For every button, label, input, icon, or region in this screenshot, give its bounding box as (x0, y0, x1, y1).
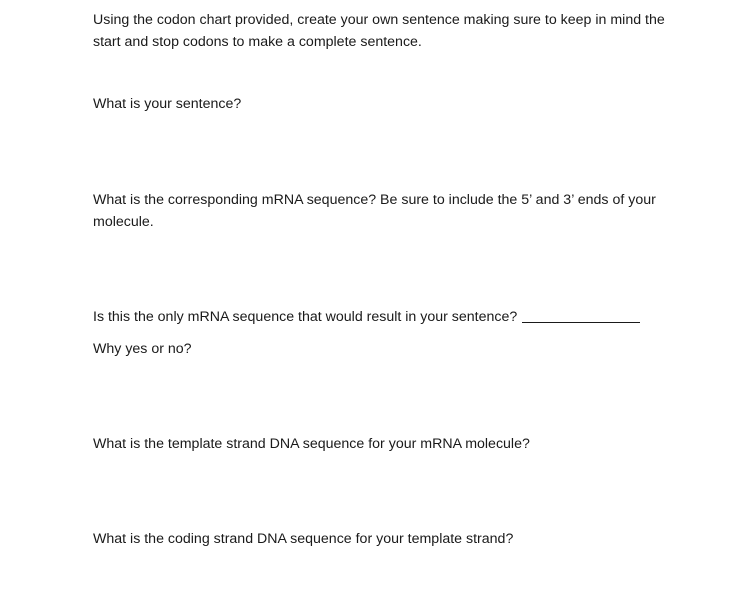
question-template-strand: What is the template strand DNA sequence for your mRNA molecule? (93, 436, 530, 452)
question-why: Why yes or no? (93, 341, 192, 357)
intro-instructions (93, 10, 665, 53)
question-coding-strand: What is the coding strand DNA sequence for your template strand? (93, 531, 514, 547)
question-mrna-line-2: molecule. (93, 213, 154, 230)
answer-blank-line[interactable] (522, 322, 640, 323)
question-mrna-sequence (93, 190, 656, 233)
question-only-sequence-text: Is this the only mRNA sequence that would result in your sentence? (93, 309, 518, 325)
question-only-sequence (93, 307, 640, 329)
question-mrna-line-1: What is the corresponding mRNA sequence? Be sure to include the 5’ and 3’ ends of your (93, 192, 656, 208)
question-sentence: What is your sentence? (93, 96, 242, 112)
intro-line-1: Using the codon chart provided, create your own sentence making sure to keep in mind the (93, 12, 665, 28)
intro-line-2: start and stop codons to make a complete sentence. (93, 33, 422, 50)
